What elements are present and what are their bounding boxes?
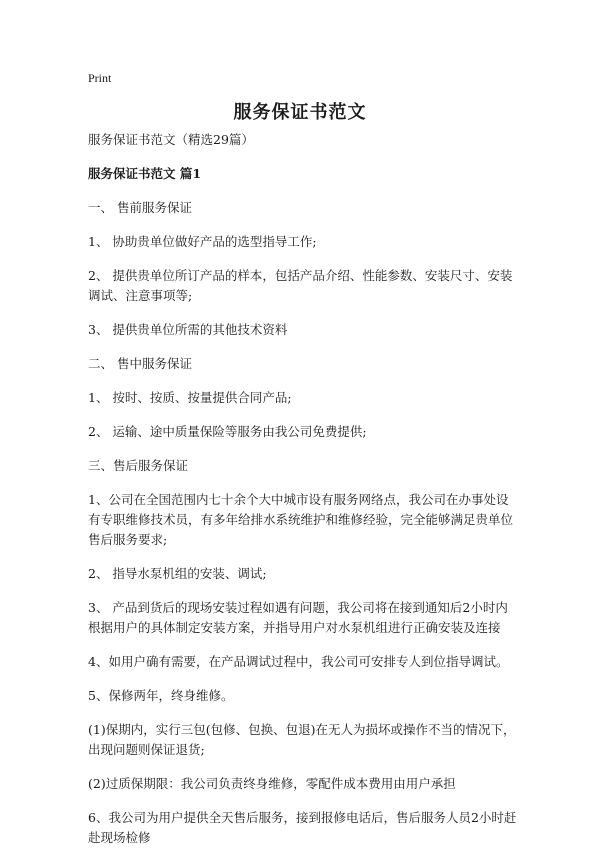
paragraph: 6、我公司为用户提供全天售后服务，接到报修电话后，售后服务人员2小时赶赴现场检修 (88, 810, 517, 845)
paragraph: 3、 产品到货后的现场安装过程如遇有问题，我公司将在接到通知后2小时内根据用户的具体制定安装方案，并指导用户对水泵机组进行正确安装及连接 (88, 600, 508, 635)
paragraph: 一、 售前服务保证 (88, 200, 192, 215)
paragraph: 1、公司在全国范围内七十余个大中城市设有服务网络点，我公司在办事处设有专职维修技术员，有多年给排水系统维护和维修经验，完全能够满足贵单位售后服务要求; (88, 492, 514, 547)
page-title: 服务保证书范文 (233, 102, 367, 123)
document-body (88, 130, 520, 862)
paragraph-subtitle: 服务保证书范文（精选29篇） (88, 132, 254, 147)
paragraph: 1、 协助贵单位做好产品的选型指导工作; (88, 234, 317, 249)
section-heading: 服务保证书范文 篇1 (88, 166, 202, 181)
paragraph: 2、 指导水泵机组的安装、调试; (88, 566, 267, 581)
paragraph: 2、 运输、途中质量保险等服务由我公司免费提供; (88, 424, 367, 439)
paragraph: 1、 按时、按质、按量提供合同产品; (88, 390, 292, 405)
paragraph: (1)保期内，实行三包(包修、包换、包退)在无人为损坏或操作不当的情况下，出现问题则保证退货; (88, 722, 516, 757)
paragraph: (2)过质保期限：我公司负责终身维修，零配件成本费用由用户承担 (88, 776, 456, 791)
paragraph: 三、售后服务保证 (88, 458, 189, 473)
print-label: Print (88, 71, 112, 85)
paragraph: 4、如用户确有需要，在产品调试过程中，我公司可安排专人到位指导调试。 (88, 654, 509, 669)
paragraph: 5、保修两年，终身维修。 (88, 688, 234, 703)
paragraph: 3、 提供贵单位所需的其他技术资料 (88, 322, 288, 337)
paragraph: 二、 售中服务保证 (88, 356, 192, 371)
paragraph: 2、 提供贵单位所订产品的样本，包括产品介绍、性能参数、安装尺寸、安装调试、注意事项等; (88, 268, 513, 303)
